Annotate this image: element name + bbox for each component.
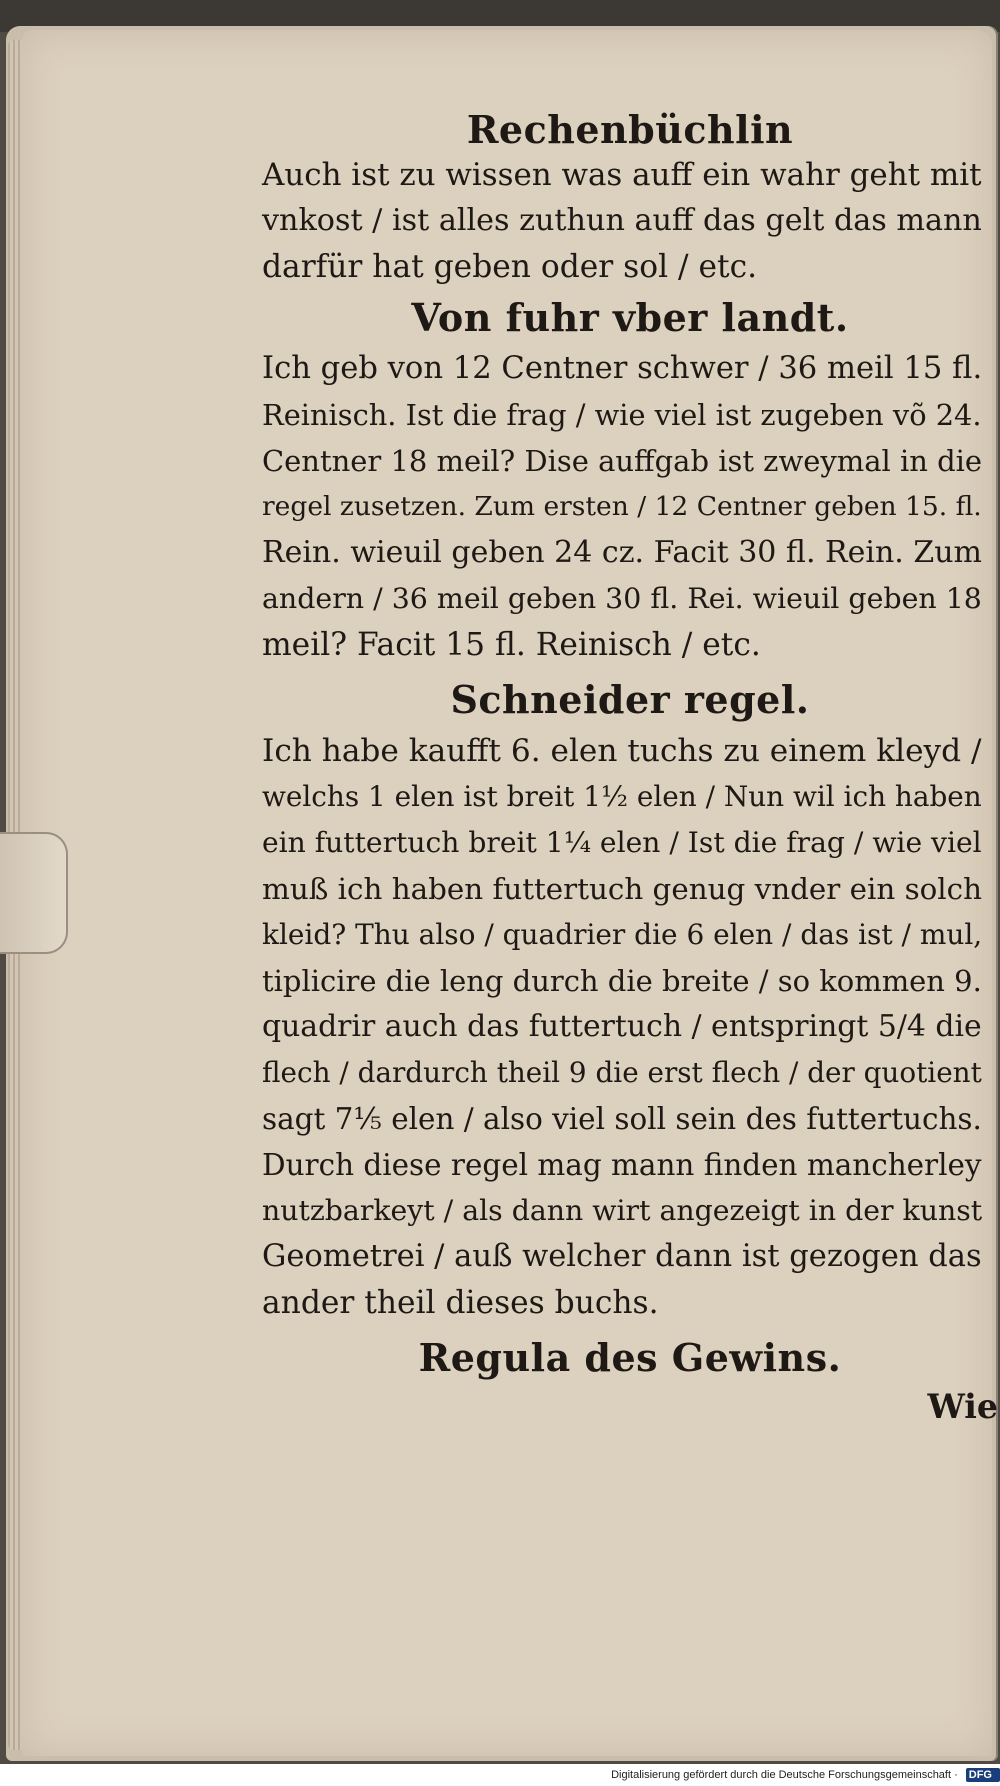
text-line: darfür hat geben oder sol / etc.: [262, 249, 758, 285]
page-text: [262, 108, 998, 1430]
text-line: muß ich haben futtertuch genug vnder ein solch: [262, 872, 983, 906]
text-line: Reinisch. Ist die frag / wie viel ist zugeben võ 24.: [262, 398, 982, 432]
text-line: Geometrei / auß welcher dann ist gezogen das: [262, 1239, 982, 1274]
text-line: regel zusetzen. Zum ersten / 12 Centner geben 15. fl.: [262, 491, 982, 522]
section-title-schneider: Schneider regel.: [450, 677, 810, 722]
text-line: Ich geb von 12 Centner schwer / 36 meil 15 fl.: [262, 351, 983, 386]
text-line: welchs 1 elen ist breit 1½ elen / Nun wil ich haben: [262, 780, 982, 813]
section-fuhr-paragraph: [262, 346, 998, 668]
text-line: ander theil dieses buchs.: [262, 1285, 659, 1321]
text-line: Rein. wieuil geben 24 cz. Facit 30 fl. Rein. Zum: [262, 535, 982, 570]
text-line: kleid? Thu also / quadrier die 6 elen / das ist / mul,: [262, 918, 983, 951]
dfg-logo: DFG: [966, 1768, 1000, 1782]
text-line: vnkost / ist alles zuthun auff das gelt das mann: [262, 203, 982, 238]
text-line: sagt 7⅕ elen / also viel soll sein des futtertuchs.: [262, 1102, 982, 1136]
catchword: Wie: [927, 1387, 998, 1426]
text-line: meil? Facit 15 fl. Reinisch / etc.: [262, 627, 761, 663]
section-schneider-paragraph: [262, 728, 998, 1326]
book-clasp: [0, 832, 68, 954]
text-line: nutzbarkeyt / als dann wirt angezeigt in der kunst: [262, 1194, 983, 1227]
text-line: andern / 36 meil geben 30 fl. Rei. wieuil geben 18: [262, 582, 982, 615]
text-line: Durch diese regel mag mann finden mancherley: [262, 1148, 982, 1182]
intro-paragraph: [262, 152, 998, 290]
text-line: tiplicire die leng durch die breite / so kommen 9.: [262, 964, 982, 998]
text-line: Auch ist zu wissen was auff ein wahr geht mit: [262, 157, 982, 193]
text-line: flech / dardurch theil 9 die erst flech / der quotient: [262, 1056, 982, 1089]
text-line: Centner 18 meil? Dise auffgab ist zweymal in die: [262, 444, 983, 478]
footer-credit: Digitalisierung gefördert durch die Deutsche Forschungsgemeinschaft ·: [611, 1769, 958, 1781]
digitization-footer: [0, 1764, 1000, 1786]
text-line: Ich habe kaufft 6. elen tuchs zu einem kleyd /: [262, 733, 982, 769]
text-line: ein futtertuch breit 1¼ elen / Ist die frag / wie viel: [262, 826, 982, 859]
running-head: Rechenbüchlin: [466, 107, 794, 152]
section-title-fuhr: Von fuhr vber landt.: [411, 295, 849, 340]
text-line: quadrir auch das futtertuch / entspringt 5/4 die: [262, 1009, 982, 1044]
section-title-gewins: Regula des Gewins.: [418, 1335, 842, 1380]
